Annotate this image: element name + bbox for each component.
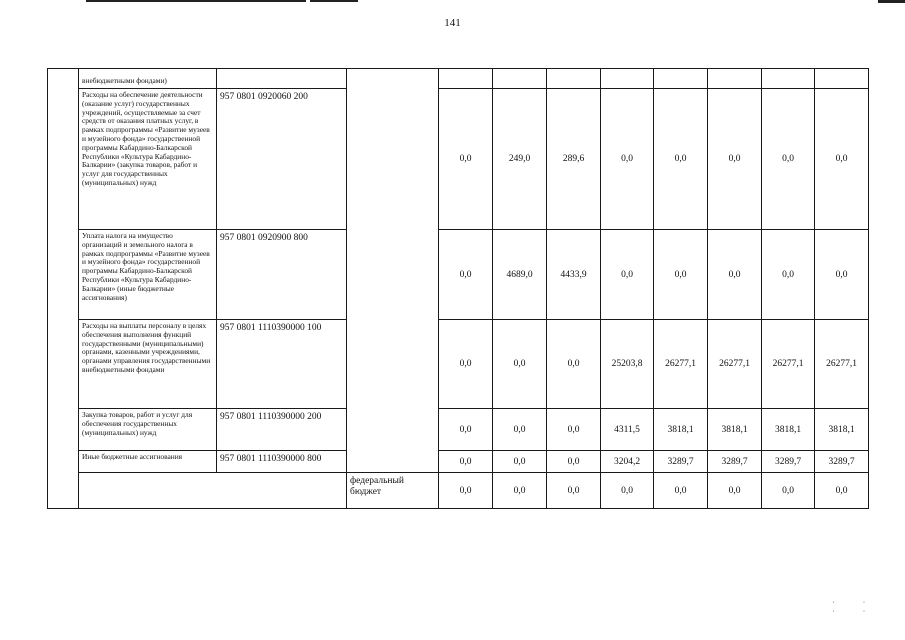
- value-cell: 3289,7: [708, 451, 762, 473]
- table-row: [48, 473, 869, 509]
- table-row: [48, 451, 869, 473]
- value-cell: 0,0: [654, 473, 708, 509]
- value-cell: 0,0: [547, 451, 601, 473]
- value-cell: [601, 69, 654, 89]
- scan-marks: ˙˙ ˙˙: [832, 600, 894, 618]
- value-cell: 0,0: [762, 473, 815, 509]
- value-cell: 4433,9: [547, 230, 601, 320]
- row-code: 957 0801 1110390000 800: [217, 451, 347, 473]
- row-description: внебюджетными фондами): [79, 69, 217, 89]
- table-row: [48, 69, 869, 89]
- value-cell: [493, 69, 547, 89]
- row-code: 957 0801 1110390000 200: [217, 409, 347, 451]
- value-cell: 0,0: [708, 89, 762, 230]
- value-cell: 0,0: [654, 89, 708, 230]
- indent-cell: [48, 320, 79, 409]
- row-description: Уплата налога на имущество организаций и земельного налога в рамках подпрограммы «Развитие музеев и музейного фонда» государственной программы Кабардино-Балкарской Республики «Культура Кабардино-Балкарии» (иные бюджетные ассигнования): [79, 230, 217, 320]
- merged-cell: [79, 473, 347, 509]
- value-cell: 3818,1: [654, 409, 708, 451]
- value-cell: 3204,2: [601, 451, 654, 473]
- source-cell: [347, 451, 439, 473]
- value-cell: 0,0: [547, 320, 601, 409]
- table-row: [48, 89, 869, 230]
- value-cell: 0,0: [762, 89, 815, 230]
- value-cell: 0,0: [815, 230, 869, 320]
- indent-cell: [48, 230, 79, 320]
- scan-rule: [878, 0, 905, 3]
- value-cell: 0,0: [439, 451, 493, 473]
- indent-cell: [48, 451, 79, 473]
- value-cell: 26277,1: [762, 320, 815, 409]
- value-cell: 0,0: [439, 89, 493, 230]
- budget-table: [47, 68, 869, 509]
- page-number: 141: [444, 17, 461, 29]
- value-cell: 0,0: [493, 473, 547, 509]
- value-cell: 3818,1: [708, 409, 762, 451]
- value-cell: 0,0: [493, 320, 547, 409]
- value-cell: 0,0: [493, 409, 547, 451]
- value-cell: 0,0: [601, 473, 654, 509]
- value-cell: 0,0: [547, 473, 601, 509]
- value-cell: 0,0: [601, 89, 654, 230]
- row-code: 957 0801 1110390000 100: [217, 320, 347, 409]
- value-cell: 3289,7: [815, 451, 869, 473]
- value-cell: 26277,1: [815, 320, 869, 409]
- value-cell: 0,0: [708, 230, 762, 320]
- value-cell: 0,0: [601, 230, 654, 320]
- code-cell: [217, 69, 347, 89]
- indent-cell: [48, 409, 79, 451]
- source-cell: [347, 69, 439, 89]
- value-cell: 0,0: [815, 89, 869, 230]
- value-cell: 3818,1: [815, 409, 869, 451]
- source-cell: [347, 320, 439, 409]
- value-cell: 26277,1: [708, 320, 762, 409]
- value-cell: 0,0: [654, 230, 708, 320]
- value-cell: [654, 69, 708, 89]
- funding-source-label: федеральный бюджет: [347, 473, 439, 509]
- value-cell: 3818,1: [762, 409, 815, 451]
- scan-rule: [310, 0, 358, 2]
- row-code: 957 0801 0920060 200: [217, 89, 347, 230]
- source-cell: [347, 89, 439, 230]
- value-cell: 0,0: [815, 473, 869, 509]
- row-description: Расходы на выплаты персоналу в целях обеспечения выполнения функций государственными (муниципальными) органами, казенными учреждениями, органами управления государственными внебюджетными фондами: [79, 320, 217, 409]
- value-cell: [762, 69, 815, 89]
- indent-cell: [48, 89, 79, 230]
- value-cell: 289,6: [547, 89, 601, 230]
- value-cell: 26277,1: [654, 320, 708, 409]
- row-description: Расходы на обеспечение деятельности (оказание услуг) государственных учреждений, осуществляемые за счет средств от оказания платных услуг, в рамках подпрограммы «Развитие музеев и музейного фонда» государственной программы Кабардино-Балкарской Республики «Культура Кабардино-Балкарии» (закупка товаров, работ и услуг для государственных (муниципальных) нужд: [79, 89, 217, 230]
- table-row: [48, 320, 869, 409]
- value-cell: 0,0: [439, 230, 493, 320]
- scan-rule: [86, 0, 306, 2]
- value-cell: 0,0: [708, 473, 762, 509]
- row-description: Закупка товаров, работ и услуг для обеспечения государственных (муниципальных) нужд: [79, 409, 217, 451]
- value-cell: 0,0: [439, 473, 493, 509]
- source-cell: [347, 409, 439, 451]
- row-code: 957 0801 0920900 800: [217, 230, 347, 320]
- value-cell: 4311,5: [601, 409, 654, 451]
- indent-cell: [48, 473, 79, 509]
- value-cell: 3289,7: [762, 451, 815, 473]
- table-row: [48, 409, 869, 451]
- value-cell: [547, 69, 601, 89]
- value-cell: [708, 69, 762, 89]
- value-cell: 4689,0: [493, 230, 547, 320]
- value-cell: 0,0: [762, 230, 815, 320]
- value-cell: [439, 69, 493, 89]
- indent-cell: [48, 69, 79, 89]
- value-cell: 249,0: [493, 89, 547, 230]
- table-row: [48, 230, 869, 320]
- value-cell: [815, 69, 869, 89]
- row-description: Иные бюджетные ассигнования: [79, 451, 217, 473]
- value-cell: 0,0: [439, 409, 493, 451]
- value-cell: 3289,7: [654, 451, 708, 473]
- value-cell: 0,0: [493, 451, 547, 473]
- value-cell: 25203,8: [601, 320, 654, 409]
- value-cell: 0,0: [439, 320, 493, 409]
- source-cell: [347, 230, 439, 320]
- value-cell: 0,0: [547, 409, 601, 451]
